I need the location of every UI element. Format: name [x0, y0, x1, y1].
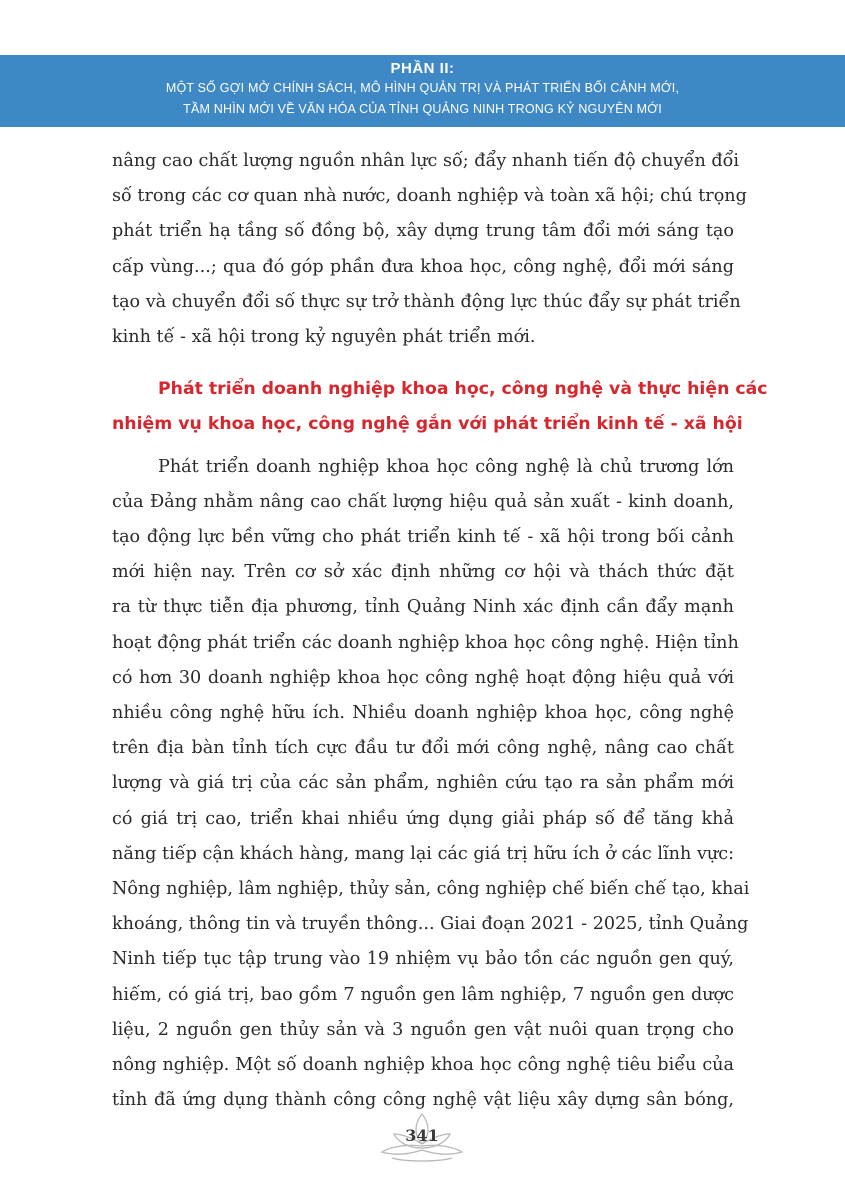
- text-line: kinh tế - xã hội trong kỷ nguyên phát triển mới.: [112, 327, 536, 348]
- page-footer: [372, 1108, 472, 1168]
- heading-line: nhiệm vụ khoa học, công nghệ gắn với phát triển kinh tế - xã hội: [112, 414, 743, 435]
- text-line: Ninh tiếp tục tập trung vào 19 nhiệm vụ bảo tồn các nguồn gen quý,: [112, 949, 734, 970]
- text-line: trên địa bàn tỉnh tích cực đầu tư đổi mới công nghệ, nâng cao chất: [112, 738, 734, 759]
- part-label: PHẦN II:: [390, 60, 455, 77]
- text-line: tỉnh đã ứng dụng thành công công nghệ vật liệu xây dựng sân bóng,: [112, 1090, 734, 1111]
- page-content: [112, 144, 768, 1118]
- heading-line: Phát triển doanh nghiệp khoa học, công nghệ và thực hiện các: [158, 379, 768, 400]
- text-line: của Đảng nhằm nâng cao chất lượng hiệu quả sản xuất - kinh doanh,: [112, 491, 734, 512]
- section-subtitle-line-2: TẦM NHÌN MỚI VỀ VĂN HÓA CỦA TỈNH QUẢNG NINH TRONG KỶ NGUYÊN MỚI: [183, 102, 662, 116]
- text-line: Phát triển doanh nghiệp khoa học công nghệ là chủ trương lớn: [158, 456, 734, 477]
- text-line: tạo động lực bền vững cho phát triển kinh tế - xã hội trong bối cảnh: [112, 527, 734, 548]
- text-line: có hơn 30 doanh nghiệp khoa học công nghệ hoạt động hiệu quả với: [112, 667, 734, 688]
- text-line: tạo và chuyển đổi số thực sự trở thành động lực thúc đẩy sự phát triển: [112, 291, 741, 312]
- text-line: ra từ thực tiễn địa phương, tỉnh Quảng Ninh xác định cần đẩy mạnh: [112, 597, 734, 618]
- page-number: 341: [405, 1126, 439, 1145]
- paragraph-1: [112, 144, 747, 355]
- text-line: lượng và giá trị của các sản phẩm, nghiên cứu tạo ra sản phẩm mới: [112, 773, 734, 794]
- paragraph-2: [112, 450, 750, 1119]
- text-line: hoạt động phát triển các doanh nghiệp khoa học công nghệ. Hiện tỉnh: [112, 632, 739, 653]
- text-line: có giá trị cao, triển khai nhiều ứng dụng giải pháp số để tăng khả: [112, 808, 734, 829]
- text-line: nâng cao chất lượng nguồn nhân lực số; đẩy nhanh tiến độ chuyển đổi: [112, 151, 740, 171]
- text-line: cấp vùng...; qua đó góp phần đưa khoa học, công nghệ, đổi mới sáng: [112, 256, 734, 277]
- text-line: hiếm, có giá trị, bao gồm 7 nguồn gen lâm nghiệp, 7 nguồn gen dược: [112, 984, 734, 1005]
- text-line: mới hiện nay. Trên cơ sở xác định những cơ hội và thách thức đặt: [112, 562, 734, 583]
- section-heading: [112, 372, 768, 442]
- text-line: số trong các cơ quan nhà nước, doanh nghiệp và toàn xã hội; chú trọng: [112, 186, 747, 207]
- text-line: nông nghiệp. Một số doanh nghiệp khoa học công nghệ tiêu biểu của: [112, 1055, 734, 1076]
- text-line: phát triển hạ tầng số đồng bộ, xây dựng trung tâm đổi mới sáng tạo: [112, 221, 734, 242]
- section-subtitle-line-1: MỘT SỐ GỢI MỞ CHÍNH SÁCH, MÔ HÌNH QUẢN TRỊ VÀ PHÁT TRIỂN BỐI CẢNH MỚI,: [165, 81, 680, 95]
- text-line: năng tiếp cận khách hàng, mang lại các giá trị hữu ích ở các lĩnh vực:: [112, 843, 734, 864]
- text-line: liệu, 2 nguồn gen thủy sản và 3 nguồn gen vật nuôi quan trọng cho: [112, 1019, 734, 1040]
- text-line: khoáng, thông tin và truyền thông... Giai đoạn 2021 - 2025, tỉnh Quảng: [112, 914, 749, 935]
- section-header: [0, 55, 845, 127]
- text-line: nhiều công nghệ hữu ích. Nhiều doanh nghiệp khoa học, công nghệ: [112, 703, 734, 724]
- text-line: Nông nghiệp, lâm nghiệp, thủy sản, công nghiệp chế biến chế tạo, khai: [112, 879, 750, 900]
